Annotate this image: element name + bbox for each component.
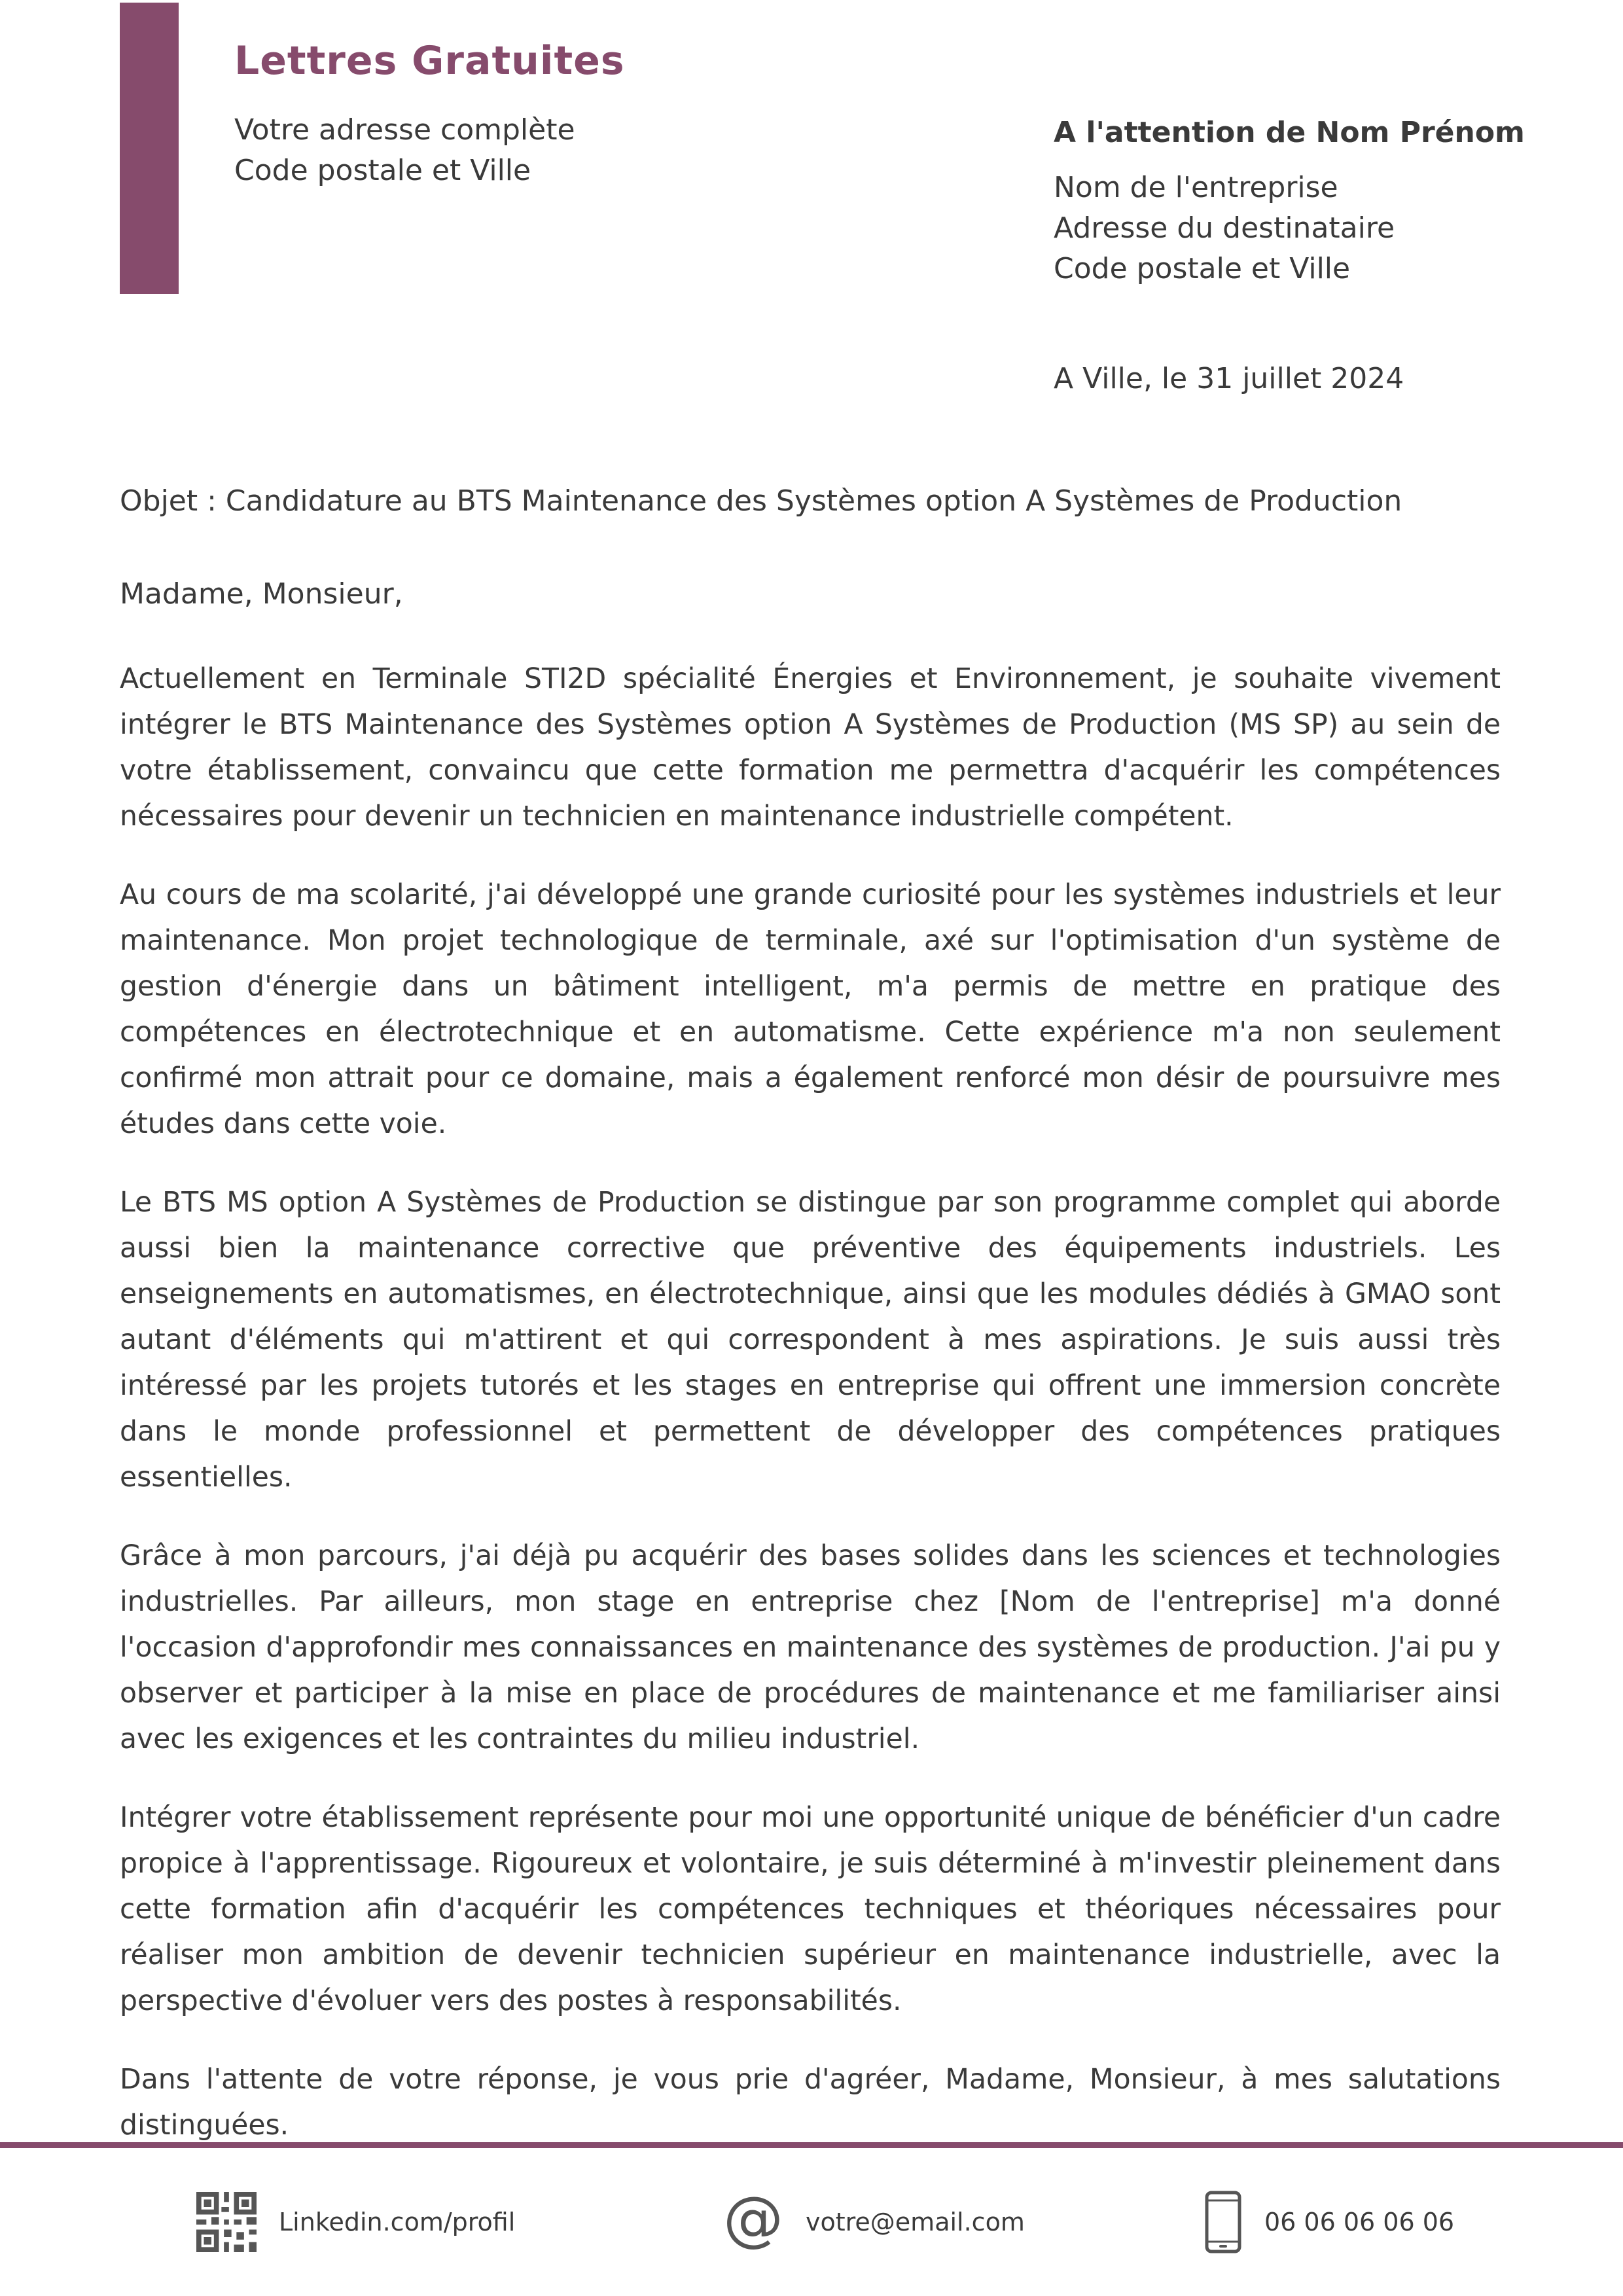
sender-block bbox=[234, 110, 575, 191]
email-link[interactable]: votre@email.com bbox=[806, 2208, 1025, 2236]
brand-title: Lettres Gratuites bbox=[234, 38, 625, 84]
letter-subject: Objet : Candidature au BTS Maintenance des Systèmes option A Systèmes de Production bbox=[120, 484, 1402, 518]
recipient-block bbox=[1054, 113, 1525, 289]
paragraph: Actuellement en Terminale STI2D spécialité Énergies et Environnement, je souhaite vivement intégrer le BTS Maintenance des Systèmes option A Systèmes de Production (MS SP) au sein de votre établissement, convaincu que cette formation me permettra d'acquérir les compétences nécessaires pour devenir un technicien en maintenance industrielle compétent. bbox=[120, 663, 1501, 833]
paragraph: Intégrer votre établissement représente pour moi une opportunité unique de bénéficier d'un cadre propice à l'apprentissage. Rigoureux et volontaire, je suis déterminé à m'investir pleinement dans cette formation afin d'acquérir les compétences techniques et théoriques nécessaires pour réaliser mon ambition de devenir technicien supérieur en maintenance industrielle, avec la perspective d'évoluer vers des postes à responsabilités. bbox=[120, 1802, 1501, 2017]
contact-phone bbox=[1204, 2186, 1454, 2258]
accent-bar bbox=[120, 3, 179, 294]
sender-city: Code postale et Ville bbox=[234, 154, 531, 187]
phone-number[interactable]: 06 06 06 06 06 bbox=[1264, 2208, 1455, 2236]
letter-date: A Ville, le 31 juillet 2024 bbox=[1054, 362, 1404, 395]
at-sign-icon: @ bbox=[723, 2183, 783, 2253]
recipient-attention: A l'attention de Nom Prénom bbox=[1054, 116, 1525, 149]
paragraph: Dans l'attente de votre réponse, je vous prie d'agréer, Madame, Monsieur, à mes salutations distinguées. bbox=[120, 2064, 1501, 2142]
paragraph: Au cours de ma scolarité, j'ai développé une grande curiosité pour les systèmes industriels et leur maintenance. Mon projet technologique de terminale, axé sur l'optimisation d'un système de gestion d'énergie dans un bâtiment intelligent, m'a permis de mettre en pratique des compétences en électrotechnique et en automatisme. Cette expérience m'a non seulement confirmé mon attrait pour ce domaine, mais a également renforcé mon désir de poursuivre mes études dans cette voie. bbox=[120, 879, 1501, 1140]
recipient-city: Code postale et Ville bbox=[1054, 252, 1351, 285]
recipient-address: Adresse du destinataire bbox=[1054, 211, 1395, 245]
contact-email bbox=[723, 2183, 1025, 2258]
recipient-company: Nom de l'entreprise bbox=[1054, 171, 1338, 204]
linkedin-link[interactable]: Linkedin.com/profil bbox=[279, 2208, 516, 2236]
paragraph: Le BTS MS option A Systèmes de Production se distingue par son programme complet qui aborde aussi bien la maintenance corrective que préventive des équipements industriels. Les enseignements en automatismes, en électrotechnique, ainsi que les modules dédiés à GMAO sont autant d'éléments qui m'attirent et qui correspondent à mes aspirations. Je suis aussi très intéressé par les projets tutorés et les stages en entreprise qui offrent une immersion concrète dans le monde professionnel et permettent de développer des compétences pratiques essentielles. bbox=[120, 1187, 1501, 1494]
salutation: Madame, Monsieur, bbox=[120, 577, 403, 611]
paragraph: Grâce à mon parcours, j'ai déjà pu acquérir des bases solides dans les sciences et technologies industrielles. Par ailleurs, mon stage en entreprise chez [Nom de l'entreprise] m'a donné l'occasion d'approfondir mes connaissances en maintenance des systèmes de production. J'ai pu y observer et participer à la mise en place de procédures de maintenance et me familiariser ainsi avec les exigences et les contraintes du milieu industriel. bbox=[120, 1540, 1501, 1755]
qr-code-icon bbox=[196, 2192, 257, 2252]
letter-body bbox=[120, 656, 1501, 2181]
footer-divider bbox=[0, 2142, 1623, 2148]
phone-icon bbox=[1204, 2191, 1242, 2253]
sender-address: Votre adresse complète bbox=[234, 113, 575, 147]
contact-linkedin bbox=[196, 2186, 515, 2258]
